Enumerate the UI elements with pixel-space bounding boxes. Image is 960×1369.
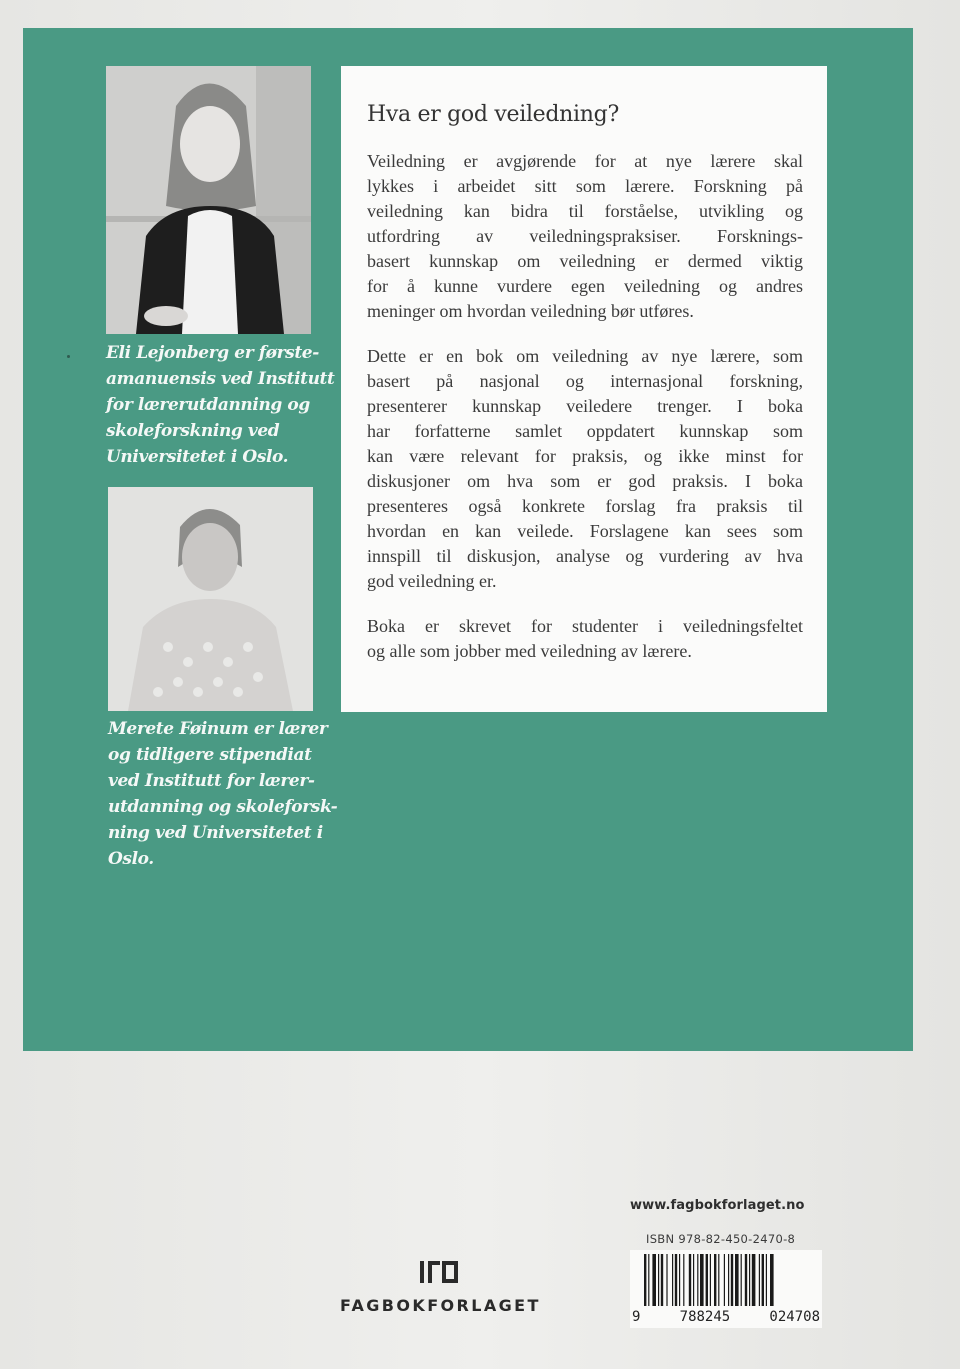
author-portrait-1 — [106, 66, 311, 334]
barcode-digits — [630, 1309, 822, 1325]
author-bio-1-line: Eli Lejonberg er første- — [106, 343, 319, 363]
author-bio-1-line: skoleforskning ved — [106, 421, 280, 441]
barcode-bars — [630, 1250, 822, 1310]
isbn-number: ISBN 978-82-450-2470-8 — [646, 1232, 796, 1246]
blurb-line: hvordan en kan veilede. Forslagene kan sees som — [367, 521, 803, 541]
blurb-line: presenterer kunnskap veiledere trenger. I boka — [367, 396, 803, 416]
barcode-bar — [675, 1254, 677, 1306]
barcode-bar — [652, 1254, 656, 1306]
blurb-line: innspill til diskusjon, analyse og vurdering av hva — [367, 546, 803, 566]
author-photo-2 — [108, 487, 313, 711]
barcode-bar — [766, 1254, 767, 1306]
barcode-bar — [666, 1254, 667, 1306]
barcode-bar — [752, 1254, 756, 1306]
barcode-bar — [762, 1254, 764, 1306]
barcode-bar — [689, 1254, 691, 1306]
barcode-bar — [706, 1254, 708, 1306]
author-bio-2-line: ning ved Universitetet i — [108, 823, 323, 843]
publisher-logo-icon — [418, 1257, 462, 1285]
barcode-digit-group: 9 — [632, 1309, 641, 1325]
author-photo-1 — [106, 66, 311, 334]
barcode-bar — [718, 1254, 719, 1306]
barcode-bar — [749, 1254, 750, 1306]
publisher-name: FAGBOKFORLAGET — [340, 1296, 541, 1315]
author-portrait-2 — [108, 487, 313, 711]
blurb-line: og alle som jobber med veiledning av lærere. — [367, 641, 692, 661]
blurb-box — [341, 66, 827, 712]
barcode-bar — [735, 1254, 739, 1306]
barcode-bar — [724, 1254, 725, 1306]
barcode-bar — [697, 1254, 698, 1306]
author-bio-2-line: utdanning og skoleforsk- — [108, 797, 338, 817]
blurb-line: lykkes i arbeidet sitt som lærere. Forskning på — [367, 176, 803, 196]
author-bio-1-line: for lærerutdanning og — [106, 395, 310, 415]
barcode-bar — [731, 1254, 733, 1306]
blurb-line: utfordring av veiledningspraksiser. Forsknings- — [367, 226, 803, 246]
blurb-line: har forfatterne samlet oppdatert kunnskap som — [367, 421, 803, 441]
author-bio-2-line: og tidligere stipendiat — [108, 745, 312, 765]
author-bio-2-line: Oslo. — [108, 849, 154, 869]
barcode-bar — [714, 1254, 716, 1306]
blurb-paragraph-1 — [367, 149, 803, 324]
author-bio-1 — [106, 340, 335, 470]
blurb-line: Veiledning er avgjørende for at nye lærere skal — [367, 151, 803, 171]
blurb-line: diskusjoner om hva som er god praksis. I boka — [367, 471, 803, 491]
barcode-bar — [648, 1254, 649, 1306]
publisher-website: www.fagbokforlaget.no — [630, 1198, 805, 1213]
blurb-line: veiledning kan bidra til forståelse, utvikling og — [367, 201, 803, 221]
barcode-bar — [683, 1254, 684, 1306]
blurb-line: Dette er en bok om veiledning av nye lærere, som — [367, 346, 803, 366]
barcode-bar — [661, 1254, 663, 1306]
author-bio-2-line: Merete Føinum er lærer — [108, 719, 328, 739]
blurb-line: basert på nasjonal og internasjonal forskning, — [367, 371, 803, 391]
barcode-bar — [658, 1254, 659, 1306]
barcode-bar — [672, 1254, 673, 1306]
barcode-bar — [759, 1254, 760, 1306]
author-bio-2 — [108, 716, 338, 872]
barcode-digit-group: 024708 — [769, 1309, 820, 1325]
blurb-title: Hva er god veiledning? — [367, 102, 619, 127]
blurb-line: for å kunne vurdere egen veiledning og andres — [367, 276, 803, 296]
barcode-bar — [644, 1254, 646, 1306]
barcode-bar — [770, 1254, 774, 1306]
barcode-bar — [710, 1254, 711, 1306]
author-bio-1-line: amanuensis ved Institutt — [106, 369, 335, 389]
blurb-paragraph-3 — [367, 614, 803, 664]
blurb-line: god veiledning er. — [367, 571, 497, 591]
barcode-bar — [741, 1254, 742, 1306]
barcode-bar — [745, 1254, 747, 1306]
author-bio-1-line: Universitetet i Oslo. — [106, 447, 289, 467]
blurb-line: kan være relevant for praksis, og ikke minst for — [367, 446, 803, 466]
blurb-line: presenteres også konkrete forslag fra praksis til — [367, 496, 803, 516]
blurb-line: basert kunnskap om veiledning er dermed viktig — [367, 251, 803, 271]
barcode-bar — [679, 1254, 680, 1306]
blurb-line: meninger om hvordan veiledning bør utføres. — [367, 301, 694, 321]
speck — [67, 355, 70, 358]
blurb-line: Boka er skrevet for studenter i veiledningsfeltet — [367, 616, 803, 636]
blurb-paragraph-2 — [367, 344, 803, 594]
barcode-digit-group: 788245 — [679, 1309, 731, 1325]
barcode-bar — [700, 1254, 704, 1306]
barcode-bar — [728, 1254, 729, 1306]
barcode-bar — [693, 1254, 694, 1306]
author-bio-2-line: ved Institutt for lærer- — [108, 771, 315, 791]
